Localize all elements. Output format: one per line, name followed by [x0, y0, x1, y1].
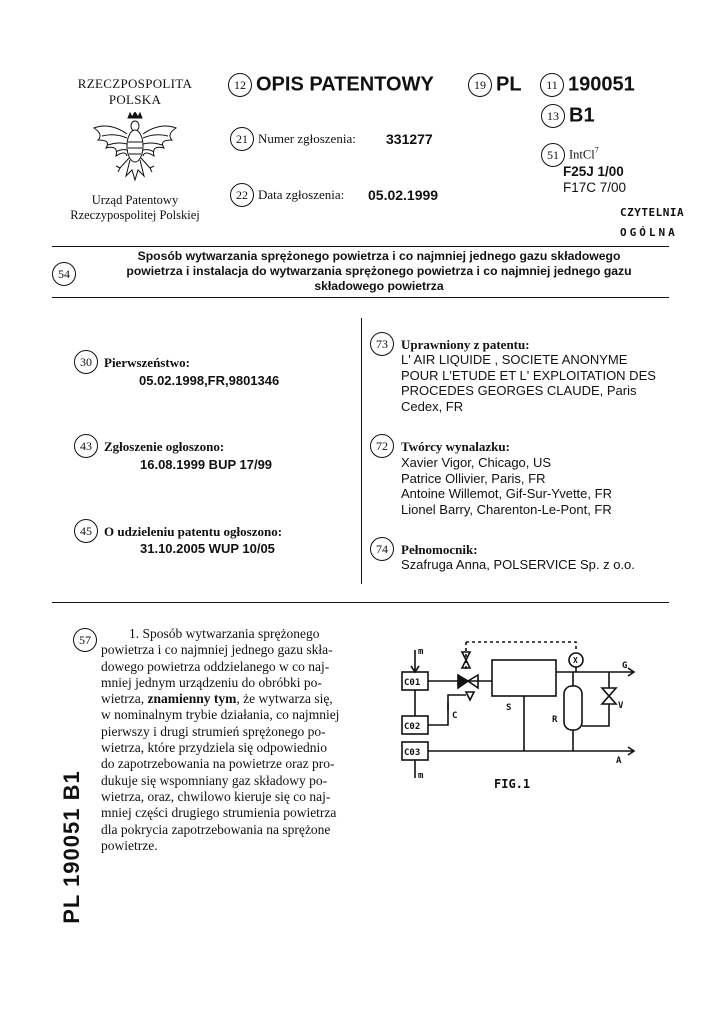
label-c: C — [452, 711, 458, 721]
line-a — [428, 747, 634, 755]
inid-code-57: 57 — [73, 628, 97, 652]
label-co1: C01 — [404, 678, 421, 688]
abstract-line-5-start: wietrza, — [101, 691, 148, 707]
attorney-label: Pełnomocnik: — [401, 542, 478, 557]
inid-code-72: 72 — [370, 434, 394, 458]
inid-code-22: 22 — [230, 183, 254, 207]
country-code: PL — [496, 73, 522, 96]
abstract-line-8: wietrza, które przydziela się odpowiednio — [101, 740, 328, 756]
patent-office-line-2: Rzeczypospolitej Polskiej — [70, 207, 200, 222]
apparatus-s — [492, 660, 556, 696]
inid-code-54: 54 — [52, 262, 76, 286]
library-stamp-line-2: OGÓLNA — [620, 226, 678, 239]
publication-value: 16.08.1999 BUP 17/99 — [140, 457, 273, 472]
label-m-bottom: m — [418, 771, 424, 781]
eagle-emblem-icon — [92, 112, 178, 188]
publication-label: Zgłoszenie ogłoszono: — [104, 439, 225, 454]
label-r: R — [552, 715, 558, 725]
country-name-2: POLSKA — [108, 92, 162, 107]
application-date-row — [230, 183, 344, 207]
application-number-row — [230, 127, 356, 151]
kind-code: B1 — [569, 104, 595, 127]
issuer-block — [50, 76, 220, 108]
rule-top — [52, 246, 669, 247]
doc-type-row — [228, 73, 434, 99]
document-type: OPIS PATENTOWY — [256, 73, 434, 96]
abstract-line-13: dla pokrycia zapotrzebowania na sprężone — [101, 821, 331, 837]
patent-title-line-1: Sposób wytwarzania sprężonego powietrza i co najmniej jednego gazu składowego — [137, 249, 621, 263]
label-x: X — [573, 656, 578, 665]
int-class-1: F25J 1/00 — [563, 164, 624, 179]
country-name: RZECZPOSPOLITA — [77, 76, 193, 91]
characterised-by: znamienny tym — [147, 691, 237, 707]
inid-code-73: 73 — [370, 332, 394, 356]
int-class-label: IntCl — [569, 147, 595, 162]
label-g: G — [622, 661, 628, 671]
patent-number: 190051 — [568, 73, 635, 96]
proprietor-line-2: POUR L'ETUDE ET L' EXPLOITATION DES — [401, 367, 656, 383]
grant-label: O udzieleniu patentu ogłoszono: — [104, 524, 283, 539]
inid-code-12: 12 — [228, 73, 252, 97]
inid-code-19: 19 — [468, 73, 492, 97]
grant-value: 31.10.2005 WUP 10/05 — [140, 541, 275, 556]
proprietor-value — [401, 352, 676, 414]
abstract-line-7: pierwszy i drugi strumień sprężonego po- — [101, 723, 326, 739]
priority-value: 05.02.1998,FR,9801346 — [139, 373, 280, 388]
int-class-2: F17C 7/00 — [563, 180, 627, 195]
int-class-edition: 7 — [594, 145, 599, 155]
proprietor-line-3: PROCEDES GEORGES CLAUDE, Paris — [401, 383, 637, 398]
inid-code-21: 21 — [230, 127, 254, 151]
application-number: 331277 — [386, 131, 433, 147]
label-co3: C03 — [404, 748, 421, 758]
library-stamp — [620, 203, 685, 243]
kind-code-row — [541, 104, 595, 128]
inid-code-43: 43 — [74, 434, 98, 458]
label-co2: C02 — [404, 722, 421, 732]
column-divider — [361, 318, 362, 584]
patent-figure — [396, 630, 641, 810]
inventors-value — [401, 455, 676, 517]
abstract-line-1: 1. Sposób wytwarzania sprężonego — [129, 626, 320, 641]
inventor-2: Patrice Ollivier, Paris, FR — [401, 470, 546, 486]
inventor-4: Lionel Barry, Charenton-Le-Pont, FR — [401, 501, 612, 517]
abstract-line-3: dowego powietrza oddzielanego w co naj- — [101, 658, 330, 674]
library-stamp-line-1: CZYTELNIA — [620, 206, 685, 219]
rule-title-bottom — [52, 297, 669, 298]
proprietor-label: Uprawniony z patentu: — [401, 337, 530, 352]
inid-code-74: 74 — [370, 537, 394, 561]
abstract-text — [101, 626, 369, 854]
abstract-line-5-end: , że wytwarza się, — [236, 691, 333, 707]
abstract-line-2: powietrza i co najmniej jednego gazu skła- — [101, 642, 333, 658]
inid-code-13: 13 — [541, 104, 565, 128]
inid-code-30: 30 — [74, 350, 98, 374]
label-m-top: m — [418, 647, 424, 657]
figure-caption: FIG.1 — [494, 777, 531, 791]
country-code-row — [468, 73, 522, 97]
label-s: S — [506, 703, 512, 713]
proprietor-line-4: Cedex, FR — [401, 398, 464, 414]
abstract-line-12: mniej części drugiego strumienia powietrza — [101, 805, 337, 821]
application-date: 05.02.1999 — [368, 187, 439, 203]
patent-title-line-3: składowego powietrza — [314, 278, 444, 293]
priority-label: Pierwszeństwo: — [104, 355, 190, 370]
inventor-1: Xavier Vigor, Chicago, US — [401, 455, 552, 470]
control-line — [466, 642, 576, 652]
reservoir-r — [564, 686, 582, 730]
abstract-line-6: w nominalnym trybie działania, co najmniej — [101, 707, 340, 723]
label-a: A — [616, 756, 622, 766]
abstract-line-5 — [101, 691, 369, 707]
rule-biblio-bottom — [52, 602, 669, 603]
application-date-label: Data zgłoszenia: — [258, 187, 345, 202]
inventor-3: Antoine Willemot, Gif-Sur-Yvette, FR — [401, 486, 612, 501]
abstract-line-9: do zapotrzebowania na powietrze oraz pro- — [101, 756, 335, 772]
inid-code-45: 45 — [74, 519, 98, 543]
inid-code-11: 11 — [540, 73, 564, 97]
patent-number-row — [540, 73, 635, 97]
patent-title-line-2: powietrza i instalacja do wytwarzania sprężonego powietrza i co najmniej jednego gazu — [126, 263, 632, 278]
inventors-label: Twórcy wynalazku: — [401, 439, 510, 454]
abstract-line-4: mniej jednym urządzeniu do obróbki po- — [101, 674, 322, 690]
attorney-value: Szafruga Anna, POLSERVICE Sp. z o.o. — [401, 557, 635, 572]
inid-code-51: 51 — [541, 143, 565, 167]
proprietor-line-1: L' AIR LIQUIDE , SOCIETE ANONYME — [401, 352, 628, 367]
abstract-line-14: powietrze. — [101, 837, 158, 853]
side-patent-id: PL 190051 B1 — [59, 770, 84, 924]
patent-title — [84, 249, 674, 293]
label-v: V — [618, 701, 624, 711]
patent-office-block — [40, 193, 230, 222]
application-number-label: Numer zgłoszenia: — [258, 131, 356, 146]
patent-office-line-1: Urząd Patentowy — [91, 193, 179, 207]
abstract-line-10: dukuje się wspomniany gaz składowy po- — [101, 772, 328, 788]
abstract-line-11: wietrza, oraz, chwilowo kieruje się co naj- — [101, 788, 331, 804]
